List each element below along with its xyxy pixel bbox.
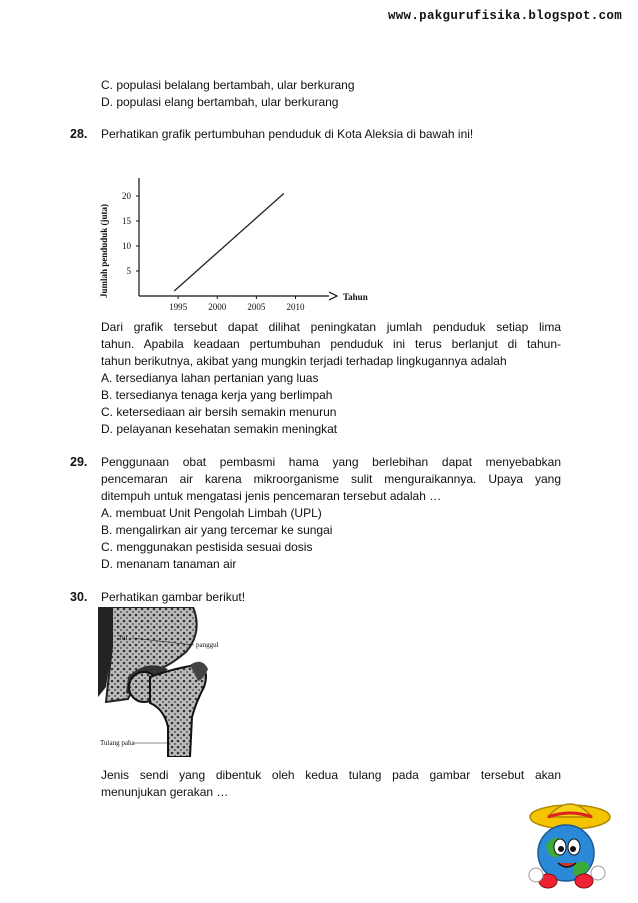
population-line (174, 194, 284, 292)
globe-mascot-image (518, 795, 618, 895)
q29-text-line-1: Penggunaan obat pembasmi hama yang berlebihan dapat menyebabkan (101, 455, 561, 469)
x-axis-arrow (329, 292, 337, 300)
q30-text-line-1: Jenis sendi yang dibentuk oleh kedua tulang pada gambar tersebut akan (101, 768, 561, 782)
x-axis-label: Tahun (343, 292, 368, 302)
y-tick-label: 10 (122, 241, 131, 251)
y-tick-label: 5 (126, 266, 131, 276)
q28-option-a: A. tersedianya lahan pertanian yang luas (101, 371, 319, 385)
q28-number: 28. (70, 127, 88, 141)
x-tick-label: 2005 (247, 302, 266, 312)
q27-option-d: D. populasi elang bertambah, ular berkurang (101, 95, 339, 109)
q30-stem: Perhatikan gambar berikut! (101, 590, 246, 604)
q28-text-line-3: tahun berikutnya, akibat yang mungkin terjadi terhadap lingkugannya adalah (101, 354, 507, 368)
x-tick-label: 2000 (208, 302, 227, 312)
q28-option-b: B. tersedianya tenaga kerja yang berlimpah (101, 388, 333, 402)
q27-option-c: C. populasi belalang bertambah, ular berkurang (101, 78, 355, 92)
q29-option-a: A. membuat Unit Pengolah Limbah (UPL) (101, 506, 322, 520)
y-tick-label: 15 (122, 216, 131, 226)
q28-option-d: D. pelayanan kesehatan semakin meningkat (101, 422, 338, 436)
q29-text-line-3: ditempuh untuk mengatasi jenis pencemaran tersebut adalah … (101, 489, 442, 503)
x-tick-label: 2010 (286, 302, 305, 312)
q29-option-b: B. mengalirkan air yang tercemar ke sungai (101, 523, 333, 537)
label-panggul: panggul (196, 641, 219, 649)
label-tulang: Tul (118, 634, 128, 642)
q29-number: 29. (70, 455, 88, 469)
q28-text-line-1: Dari grafik tersebut dapat dilihat peningkatan jumlah penduduk setiap lima (101, 320, 561, 334)
label-tulang-paha: Tulang paha (100, 739, 135, 747)
hip-joint-figure (98, 607, 228, 757)
y-tick-label: 20 (122, 191, 131, 201)
site-url: www.pakgurufisika.blogspot.com (387, 9, 622, 23)
q30-number: 30. (70, 590, 88, 604)
y-axis-label: Jumlah penduduk (juta) (99, 203, 109, 299)
q29-option-d: D. menanam tanaman air (101, 557, 237, 571)
q29-option-c: C. menggunakan pestisida sesuai dosis (101, 540, 313, 554)
q30-text-line-2: menunjukan gerakan … (101, 785, 229, 799)
q29-text-line-2: pencemaran air karena mikroorganisme sulit menguraikannya. Upaya yang (101, 472, 561, 486)
population-chart (95, 176, 375, 316)
q28-option-c: C. ketersediaan air bersih semakin menurun (101, 405, 337, 419)
q28-text-line-2: tahun. Apabila keadaan pertumbuhan penduduk ini terus berlanjut di tahun- (101, 337, 561, 351)
q28-stem: Perhatikan grafik pertumbuhan penduduk di Kota Aleksia di bawah ini! (101, 127, 474, 141)
x-tick-label: 1995 (169, 302, 188, 312)
